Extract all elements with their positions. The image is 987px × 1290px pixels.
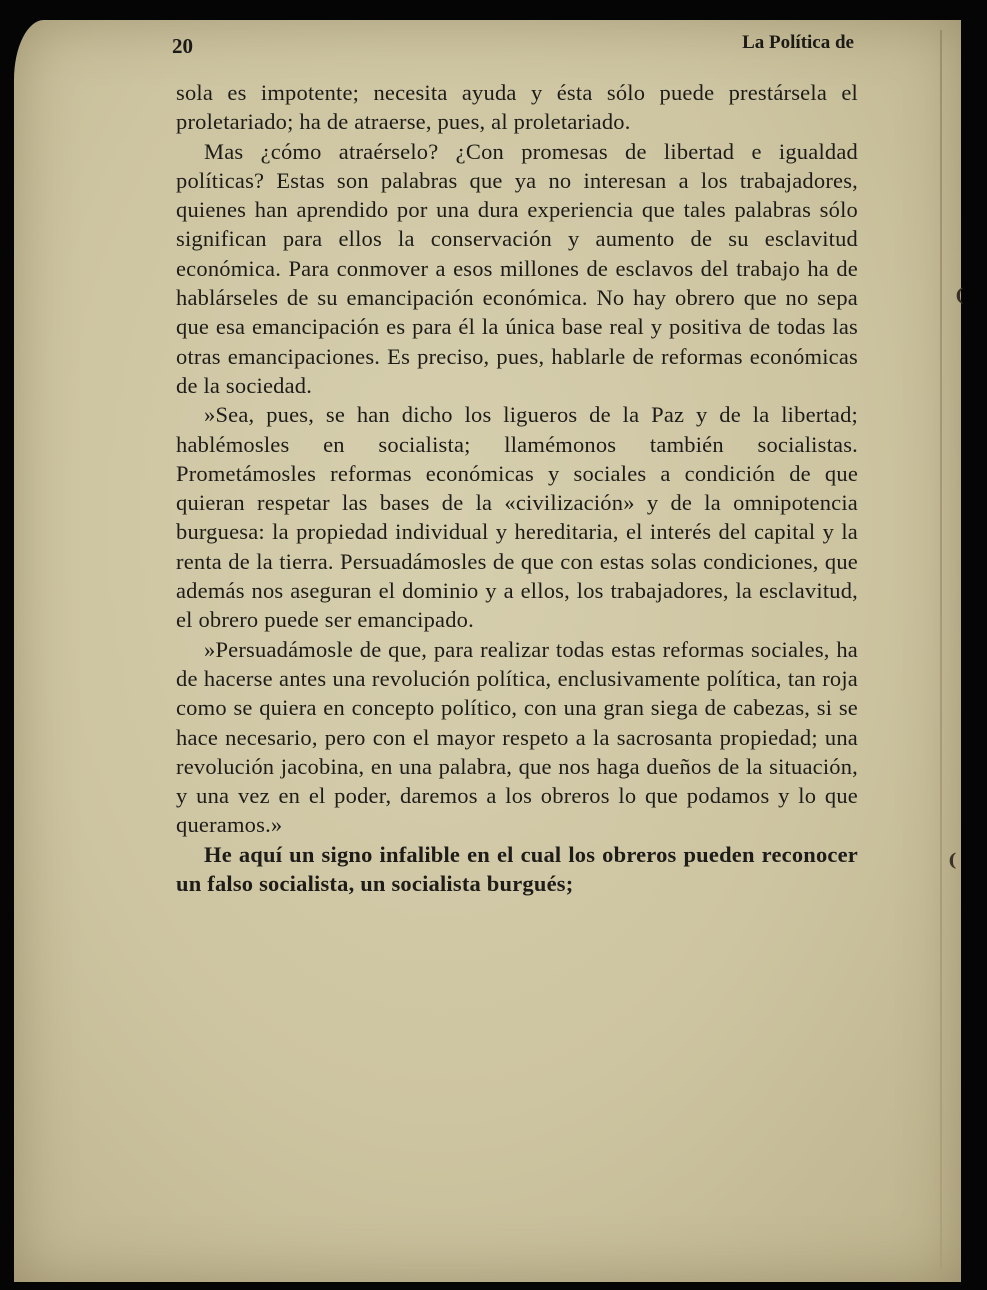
page-header	[158, 28, 858, 58]
page-edge-shadow	[940, 30, 942, 1270]
margin-mark: (	[948, 850, 957, 871]
paragraph: »Persuadámosle de que, para realizar todas estas reformas sociales, ha de hacerse antes una revolución política, enclusivamente política, tan roja como se quiera en concepto político, con una gran siega de cabezas, si se hace necesario, pero con el mayor respeto a la sacrosanta propiedad; una revolución jacobina, en una palabra, que nos haga dueños de la situación, y una vez en el poder, daremos a los obreros lo que podamos y lo que queramos.»	[176, 636, 858, 838]
paragraph: Mas ¿cómo atraérselo? ¿Con promesas de libertad e igualdad políticas? Estas son palabras que ya no interesan a los trabajadores, quienes han aprendido por una dura experiencia que tales palabras sólo significan para ellos la conservación y aumento de su esclavitud económica. Para conmover a esos millones de esclavos del trabajo ha de hablárseles de su emancipación económica. No hay obrero que no sepa que esa emancipación es para él la única base real y positiva de todas las otras emancipaciones. Es preciso, pues, hablarle de reformas económicas de la sociedad.	[176, 138, 858, 398]
running-head: La Política de	[742, 32, 854, 53]
margin-mark: (	[955, 285, 964, 306]
paragraph: He aquí un signo infalible en el cual los obreros pueden reconocer un falso socialista, un socialista burgués;	[176, 841, 858, 897]
page-number: 20	[172, 34, 193, 58]
paragraph: sola es impotente; necesita ayuda y ésta sólo puede prestársela el proletariado; ha de atraerse, pues, al proletariado.	[176, 80, 858, 135]
body-text	[176, 78, 858, 898]
paragraph: »Sea, pues, se han dicho los ligueros de la Paz y de la libertad; hablémosles en socialista; llamémonos también socialistas. Prometámosles reformas económicas y sociales a condición de que quieran respetar las bases de la «civilización» y de la omnipotencia burguesa: la propiedad individual y hereditaria, el interés del capital y la renta de la tierra. Persuadámosles de que con estas solas condiciones, que además nos aseguran el dominio y a ellos, los trabajadores, la esclavitud, el obrero puede ser emancipado.	[176, 402, 858, 633]
